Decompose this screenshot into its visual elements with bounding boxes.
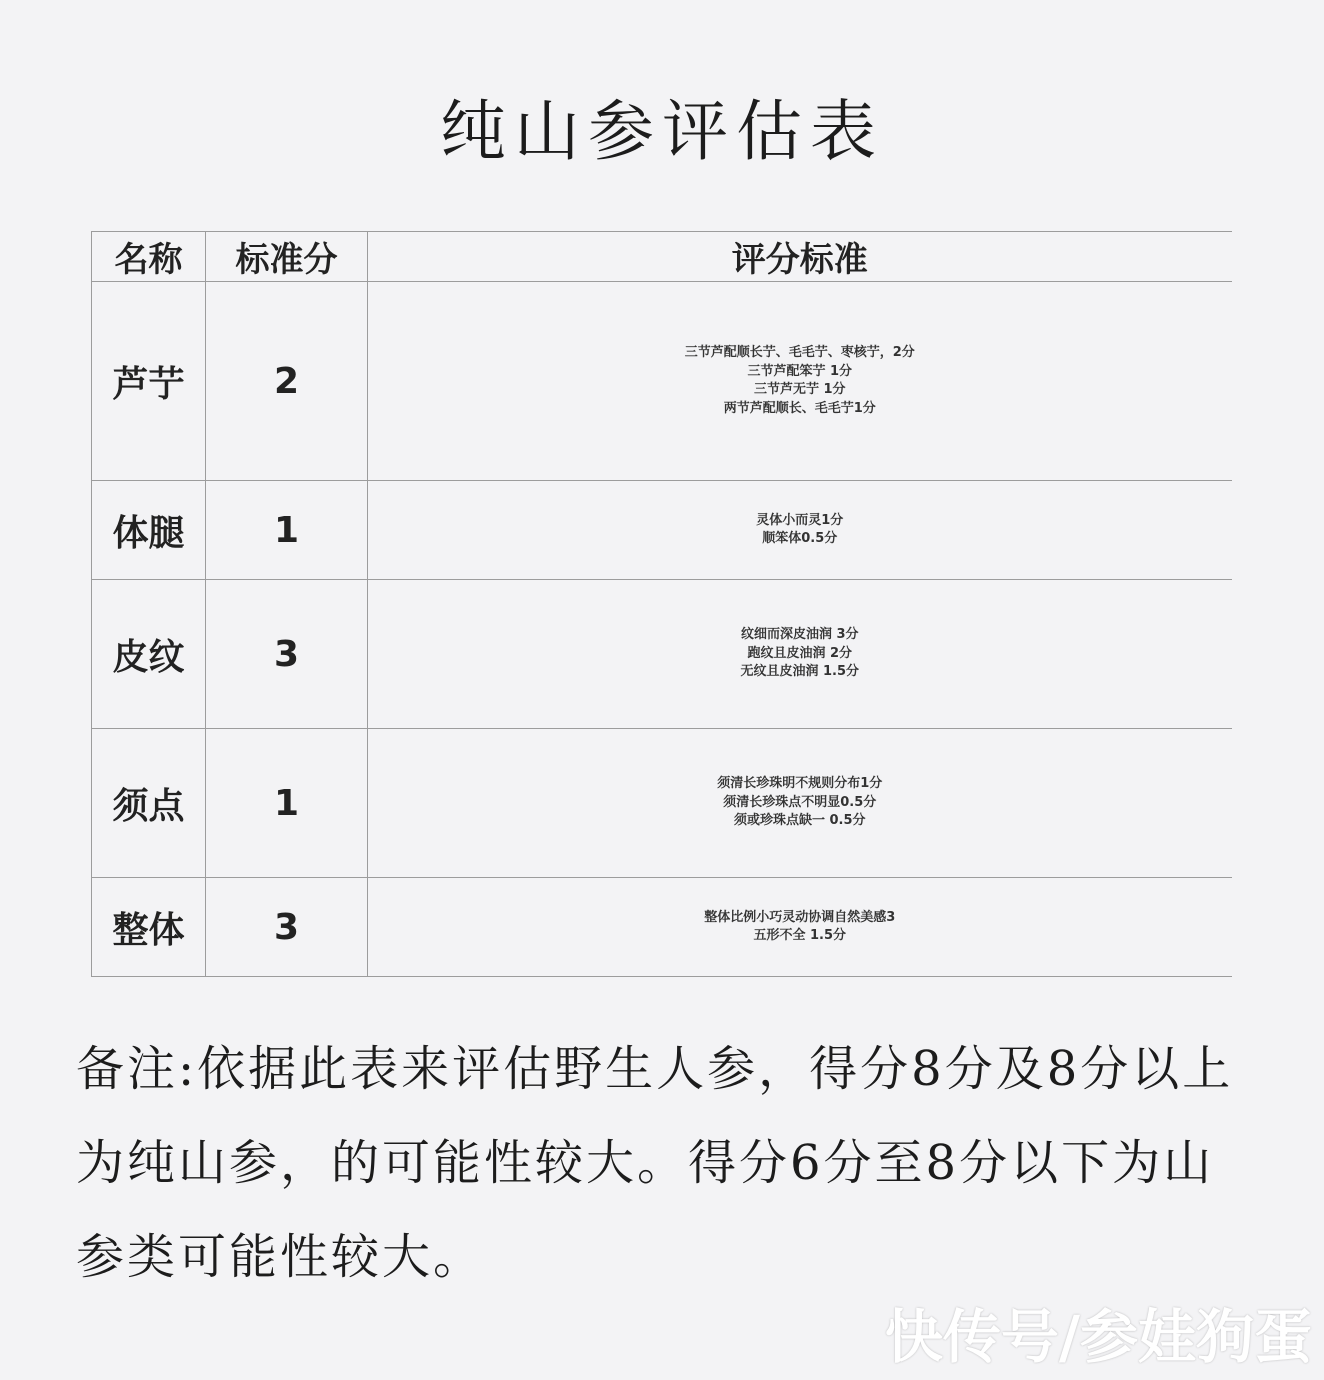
table-row xyxy=(92,282,1232,481)
row-criteria xyxy=(368,282,1232,481)
header-standard-score: 标准分 xyxy=(206,232,368,282)
row-name: 须点 xyxy=(92,729,206,878)
row-criteria xyxy=(368,878,1232,977)
page-title: 纯山参评估表 xyxy=(440,93,884,170)
row-score: 2 xyxy=(206,282,368,481)
criteria-line: 须清长珍珠明不规则分布1分 xyxy=(717,776,883,792)
criteria-line: 跑纹且皮油润 2分 xyxy=(747,645,853,661)
table-row xyxy=(92,481,1232,580)
table-row xyxy=(92,878,1232,977)
row-name: 体腿 xyxy=(92,481,206,580)
criteria-line: 灵体小而灵1分 xyxy=(756,512,844,528)
assessment-table xyxy=(91,231,1232,977)
header-criteria: 评分标准 xyxy=(368,232,1232,282)
row-name: 皮纹 xyxy=(92,580,206,729)
criteria-line: 纹细而深皮油润 3分 xyxy=(740,627,859,643)
remark-note: 备注:依据此表来评估野生人参，得分8分及8分以上为纯山参，的可能性较大。得分6分至8分以下为山参类可能性较大。 xyxy=(76,1041,1234,1285)
row-name: 整体 xyxy=(92,878,206,977)
row-criteria xyxy=(368,580,1232,729)
row-score: 1 xyxy=(206,481,368,580)
table-row xyxy=(92,729,1232,878)
criteria-line: 三节芦配笨艼 1分 xyxy=(747,363,853,379)
criteria-line: 无纹且皮油润 1.5分 xyxy=(740,664,860,680)
criteria-line: 须清长珍珠点不明显0.5分 xyxy=(723,794,877,810)
criteria-line: 三节芦无艼 1分 xyxy=(753,382,846,397)
criteria-line: 须或珍珠点缺一 0.5分 xyxy=(733,813,866,829)
criteria-line: 五形不全 1.5分 xyxy=(753,928,847,943)
criteria-line: 整体比例小巧灵动协调自然美感3 xyxy=(704,909,896,925)
row-score: 1 xyxy=(206,729,368,878)
watermark: 快传号/参娃狗蛋 xyxy=(884,1303,1312,1371)
table-row xyxy=(92,580,1232,729)
row-name: 芦艼 xyxy=(92,282,206,481)
criteria-line: 三节芦配顺长艼、毛毛艼、枣核艼，2分 xyxy=(684,345,915,360)
header-name: 名称 xyxy=(92,232,206,282)
criteria-line: 顺笨体0.5分 xyxy=(762,531,838,546)
row-criteria xyxy=(368,729,1232,878)
criteria-line: 两节芦配顺长、毛毛艼1分 xyxy=(723,400,876,416)
table-header-row xyxy=(92,232,1232,282)
row-score: 3 xyxy=(206,878,368,977)
row-score: 3 xyxy=(206,580,368,729)
row-criteria xyxy=(368,481,1232,580)
